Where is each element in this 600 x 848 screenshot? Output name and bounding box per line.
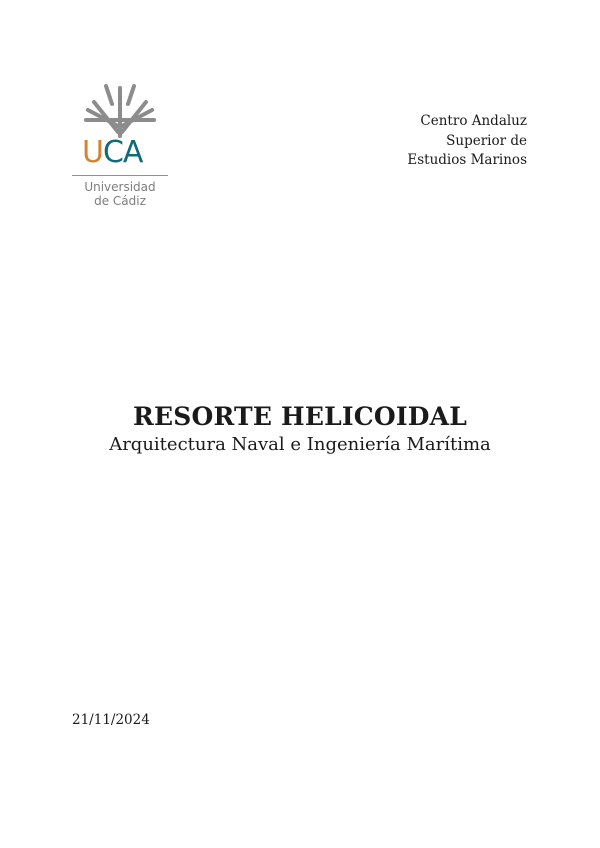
document-title: RESORTE HELICOIDAL	[133, 402, 467, 431]
uca-emblem-icon	[72, 80, 168, 140]
document-subtitle: Arquitectura Naval e Ingeniería Marítima	[109, 434, 491, 455]
institution-name	[407, 112, 527, 171]
document-date: 21/11/2024	[72, 712, 150, 728]
university-logo	[72, 80, 168, 210]
institution-line-3: Estudios Marinos	[407, 152, 527, 168]
university-name-line-2: de Cádiz	[94, 194, 146, 208]
logo-divider	[72, 175, 168, 176]
title-block	[0, 402, 600, 456]
university-name-line-1: Universidad	[84, 180, 156, 194]
institution-line-1: Centro Andaluz	[420, 113, 527, 129]
uca-wordmark: UCA	[82, 135, 143, 170]
institution-line-2: Superior de	[446, 132, 527, 149]
